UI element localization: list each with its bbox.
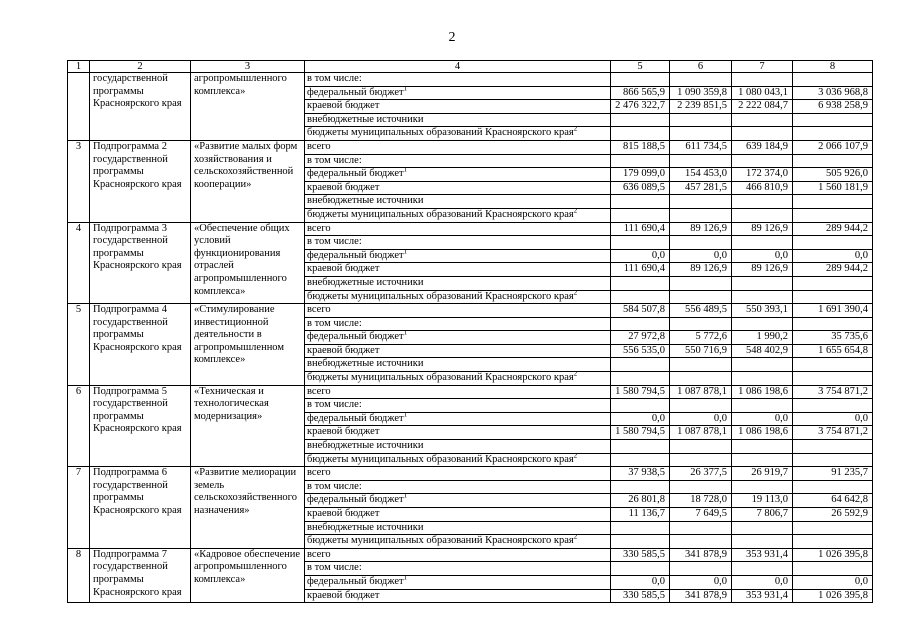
amount-cell xyxy=(670,73,732,87)
funding-source xyxy=(305,317,611,331)
row-number: 4 xyxy=(68,222,90,304)
program-status: Подпрограмма 6 государственной программы Красноярского края xyxy=(90,467,191,549)
amount-cell: 1 026 395,8 xyxy=(793,548,873,562)
funding-source-label: федеральный бюджет xyxy=(307,494,404,506)
amount-cell: 7 806,7 xyxy=(732,508,793,522)
funding-source-label: в том числе: xyxy=(307,73,362,84)
amount-cell xyxy=(793,358,873,372)
footnote-marker: 1 xyxy=(403,575,408,582)
amount-cell: 111 690,4 xyxy=(611,263,670,277)
amount-cell xyxy=(670,562,732,576)
col-header: 1 xyxy=(68,61,90,73)
amount-cell xyxy=(732,208,793,222)
amount-cell xyxy=(732,358,793,372)
amount-cell: 330 585,5 xyxy=(611,548,670,562)
table-header xyxy=(68,61,873,73)
funding-source-label: краевой бюджет xyxy=(307,181,380,193)
amount-cell: 550 716,9 xyxy=(670,344,732,358)
table-row xyxy=(68,222,873,236)
amount-cell xyxy=(793,195,873,209)
amount-cell xyxy=(732,521,793,535)
table-row xyxy=(68,304,873,318)
amount-cell xyxy=(793,521,873,535)
funding-source xyxy=(305,358,611,372)
amount-cell: 611 734,5 xyxy=(670,140,732,154)
col-header: 4 xyxy=(305,61,611,73)
amount-cell xyxy=(793,562,873,576)
amount-cell: 37 938,5 xyxy=(611,467,670,481)
budget-table xyxy=(67,60,873,603)
amount-cell xyxy=(670,358,732,372)
footnote-marker: 1 xyxy=(403,412,408,419)
amount-cell: 353 931,4 xyxy=(732,548,793,562)
amount-cell: 1 691 390,4 xyxy=(793,304,873,318)
funding-source-label: в том числе: xyxy=(307,236,362,248)
funding-source xyxy=(305,480,611,494)
footnote-marker: 1 xyxy=(403,493,408,500)
funding-source-label: краевой бюджет xyxy=(307,426,380,438)
funding-source xyxy=(305,575,611,589)
col-header: 6 xyxy=(670,61,732,73)
row-number: 7 xyxy=(68,467,90,549)
funding-source xyxy=(305,290,611,304)
funding-source-label: федеральный бюджет xyxy=(307,249,404,261)
amount-cell: 289 944,2 xyxy=(793,222,873,236)
funding-source xyxy=(305,276,611,290)
amount-cell: 89 126,9 xyxy=(732,222,793,236)
funding-source xyxy=(305,304,611,318)
footnote-marker: 1 xyxy=(403,330,408,337)
amount-cell: 11 136,7 xyxy=(611,508,670,522)
footnote-marker: 2 xyxy=(573,534,578,541)
funding-source-label: в том числе: xyxy=(307,154,362,166)
col-header: 7 xyxy=(732,61,793,73)
amount-cell: 548 402,9 xyxy=(732,344,793,358)
amount-cell: 3 754 871,2 xyxy=(793,426,873,440)
funding-source-label: федеральный бюджет xyxy=(307,168,404,180)
funding-source-label: внебюджетные источники xyxy=(307,440,424,452)
amount-cell: 1 580 794,5 xyxy=(611,385,670,399)
program-name: «Обеспечение общих условий функционирования отраслей агропромышленного комплекса» xyxy=(191,222,305,304)
funding-source xyxy=(305,548,611,562)
amount-cell xyxy=(670,195,732,209)
funding-source xyxy=(305,589,611,603)
amount-cell: 18 728,0 xyxy=(670,494,732,508)
amount-cell: 1 087 878,1 xyxy=(670,426,732,440)
amount-cell xyxy=(732,453,793,467)
funding-source-label: всего xyxy=(307,140,331,152)
amount-cell: 0,0 xyxy=(670,249,732,263)
program-status: Подпрограмма 2 государственной программы Красноярского края xyxy=(90,140,191,222)
amount-cell: 0,0 xyxy=(732,249,793,263)
amount-cell xyxy=(611,317,670,331)
funding-source-label: в том числе: xyxy=(307,480,362,492)
funding-source-label: всего xyxy=(307,467,331,479)
funding-source-label: краевой бюджет xyxy=(307,344,380,356)
amount-cell xyxy=(793,480,873,494)
amount-cell xyxy=(611,113,670,127)
amount-cell xyxy=(611,276,670,290)
amount-cell: 3 036 968,8 xyxy=(793,86,873,100)
col-header: 2 xyxy=(90,61,191,73)
amount-cell xyxy=(732,372,793,386)
funding-source-label: краевой бюджет xyxy=(307,263,380,275)
col-header: 5 xyxy=(611,61,670,73)
amount-cell: 1 080 043,1 xyxy=(732,86,793,100)
amount-cell: 2 222 084,7 xyxy=(732,100,793,114)
amount-cell: 1 580 794,5 xyxy=(611,426,670,440)
amount-cell: 505 926,0 xyxy=(793,168,873,182)
amount-cell: 341 878,9 xyxy=(670,589,732,603)
amount-cell xyxy=(611,127,670,141)
amount-cell: 1 655 654,8 xyxy=(793,344,873,358)
program-name: «Стимулирование инвестиционной деятельности в агропромышленном комплексе» xyxy=(191,304,305,386)
amount-cell: 1 560 181,9 xyxy=(793,181,873,195)
col-header: 3 xyxy=(191,61,305,73)
funding-source-label: в том числе: xyxy=(307,317,362,329)
funding-source-label: федеральный бюджет xyxy=(307,575,404,587)
amount-cell: 289 944,2 xyxy=(793,263,873,277)
amount-cell xyxy=(732,562,793,576)
amount-cell: 26 592,9 xyxy=(793,508,873,522)
amount-cell xyxy=(670,399,732,413)
funding-source-label: федеральный бюджет xyxy=(307,331,404,343)
amount-cell: 815 188,5 xyxy=(611,140,670,154)
funding-source-label: федеральный бюджет xyxy=(307,412,404,424)
funding-source xyxy=(305,208,611,222)
amount-cell xyxy=(611,290,670,304)
funding-source xyxy=(305,331,611,345)
amount-cell: 27 972,8 xyxy=(611,331,670,345)
amount-cell xyxy=(670,372,732,386)
amount-cell: 866 565,9 xyxy=(611,86,670,100)
amount-cell: 1 090 359,8 xyxy=(670,86,732,100)
amount-cell xyxy=(670,453,732,467)
page-number: 2 xyxy=(448,30,456,45)
amount-cell: 0,0 xyxy=(670,575,732,589)
funding-source xyxy=(305,222,611,236)
funding-source-label: краевой бюджет xyxy=(307,589,380,601)
amount-cell: 1 087 878,1 xyxy=(670,385,732,399)
amount-cell: 0,0 xyxy=(732,575,793,589)
amount-cell: 0,0 xyxy=(611,249,670,263)
amount-cell: 91 235,7 xyxy=(793,467,873,481)
funding-source xyxy=(305,236,611,250)
amount-cell xyxy=(732,154,793,168)
amount-cell: 6 938 258,9 xyxy=(793,100,873,114)
funding-source xyxy=(305,385,611,399)
funding-source-label: внебюджетные источники xyxy=(307,521,424,533)
footnote-marker: 2 xyxy=(573,290,578,296)
funding-source xyxy=(305,494,611,508)
funding-source-label: бюджеты муниципальных образований Красноярского края xyxy=(307,208,574,220)
col-header: 8 xyxy=(793,61,873,73)
amount-cell xyxy=(611,358,670,372)
funding-source-label: всего xyxy=(307,304,331,316)
amount-cell: 89 126,9 xyxy=(670,222,732,236)
amount-cell xyxy=(732,73,793,87)
amount-cell xyxy=(793,440,873,454)
table-row xyxy=(68,548,873,562)
amount-cell xyxy=(611,73,670,87)
amount-cell xyxy=(793,208,873,222)
funding-source xyxy=(305,344,611,358)
table-row xyxy=(68,140,873,154)
amount-cell xyxy=(732,290,793,304)
funding-source xyxy=(305,440,611,454)
amount-cell xyxy=(793,154,873,168)
amount-cell: 2 239 851,5 xyxy=(670,100,732,114)
funding-source xyxy=(305,467,611,481)
funding-source xyxy=(305,426,611,440)
funding-source-label: бюджеты муниципальных образований Красноярского края xyxy=(307,453,574,465)
row-number xyxy=(68,73,90,141)
funding-source xyxy=(305,127,611,141)
funding-source xyxy=(305,412,611,426)
amount-cell xyxy=(732,399,793,413)
footnote-marker: 1 xyxy=(403,86,408,93)
amount-cell xyxy=(611,372,670,386)
footnote-marker: 1 xyxy=(403,167,408,174)
amount-cell xyxy=(732,236,793,250)
amount-cell: 0,0 xyxy=(732,412,793,426)
amount-cell xyxy=(611,440,670,454)
amount-cell xyxy=(611,521,670,535)
funding-source-label: краевой бюджет xyxy=(307,508,380,519)
table-body xyxy=(68,73,873,603)
program-status: Подпрограмма 5 государственной программы Красноярского края xyxy=(90,385,191,467)
amount-cell xyxy=(670,127,732,141)
footnote-marker: 2 xyxy=(573,208,578,215)
amount-cell: 5 772,6 xyxy=(670,331,732,345)
row-number: 5 xyxy=(68,304,90,386)
amount-cell xyxy=(732,113,793,127)
funding-source xyxy=(305,562,611,576)
funding-source xyxy=(305,195,611,209)
funding-source xyxy=(305,168,611,182)
amount-cell xyxy=(793,276,873,290)
funding-source-label: всего xyxy=(307,548,331,560)
funding-source-label: всего xyxy=(307,222,331,234)
table-row xyxy=(68,467,873,481)
amount-cell: 154 453,0 xyxy=(670,168,732,182)
header-row xyxy=(68,61,873,73)
program-name: агропромышленного комплекса» xyxy=(191,73,305,141)
amount-cell xyxy=(670,521,732,535)
amount-cell xyxy=(611,195,670,209)
amount-cell xyxy=(670,317,732,331)
funding-source xyxy=(305,372,611,386)
amount-cell: 457 281,5 xyxy=(670,181,732,195)
funding-source-label: федеральный бюджет xyxy=(307,86,404,98)
amount-cell xyxy=(670,480,732,494)
amount-cell: 556 489,5 xyxy=(670,304,732,318)
amount-cell: 0,0 xyxy=(611,575,670,589)
amount-cell: 341 878,9 xyxy=(670,548,732,562)
program-name: «Техническая и технологическая модернизация» xyxy=(191,385,305,467)
table-row xyxy=(68,385,873,399)
funding-source-label: внебюджетные источники xyxy=(307,113,424,125)
amount-cell xyxy=(793,535,873,549)
amount-cell: 89 126,9 xyxy=(670,263,732,277)
funding-source xyxy=(305,508,611,522)
amount-cell xyxy=(670,290,732,304)
amount-cell: 639 184,9 xyxy=(732,140,793,154)
amount-cell: 0,0 xyxy=(793,412,873,426)
amount-cell: 2 476 322,7 xyxy=(611,100,670,114)
funding-source xyxy=(305,521,611,535)
funding-source-label: краевой бюджет xyxy=(307,100,380,112)
funding-source xyxy=(305,181,611,195)
amount-cell: 353 931,4 xyxy=(732,589,793,603)
amount-cell xyxy=(611,208,670,222)
amount-cell xyxy=(793,236,873,250)
funding-source-label: бюджеты муниципальных образований Красноярского края xyxy=(307,372,574,384)
amount-cell: 636 089,5 xyxy=(611,181,670,195)
amount-cell xyxy=(732,480,793,494)
program-status: Подпрограмма 4 государственной программы Красноярского края xyxy=(90,304,191,386)
amount-cell xyxy=(732,195,793,209)
amount-cell xyxy=(670,113,732,127)
funding-source xyxy=(305,73,611,87)
program-status: Подпрограмма 3 государственной программы Красноярского края xyxy=(90,222,191,304)
funding-source-label: внебюджетные источники xyxy=(307,195,424,207)
amount-cell: 179 099,0 xyxy=(611,168,670,182)
amount-cell xyxy=(611,399,670,413)
amount-cell xyxy=(793,317,873,331)
funding-source xyxy=(305,249,611,263)
amount-cell xyxy=(670,276,732,290)
funding-source-label: всего xyxy=(307,385,331,397)
amount-cell: 0,0 xyxy=(793,575,873,589)
amount-cell: 3 754 871,2 xyxy=(793,385,873,399)
funding-source-label: бюджеты муниципальных образований Красноярского края xyxy=(307,535,574,547)
funding-source xyxy=(305,140,611,154)
amount-cell: 172 374,0 xyxy=(732,168,793,182)
amount-cell: 35 735,6 xyxy=(793,331,873,345)
amount-cell: 0,0 xyxy=(611,412,670,426)
amount-cell xyxy=(793,290,873,304)
amount-cell: 89 126,9 xyxy=(732,263,793,277)
funding-source-label: в том числе: xyxy=(307,562,362,574)
amount-cell xyxy=(793,453,873,467)
amount-cell: 0,0 xyxy=(670,412,732,426)
amount-cell xyxy=(732,440,793,454)
amount-cell: 26 919,7 xyxy=(732,467,793,481)
amount-cell xyxy=(670,208,732,222)
amount-cell xyxy=(793,372,873,386)
amount-cell: 1 990,2 xyxy=(732,331,793,345)
amount-cell xyxy=(793,113,873,127)
funding-source-label: в том числе: xyxy=(307,399,362,411)
amount-cell: 584 507,8 xyxy=(611,304,670,318)
amount-cell xyxy=(670,535,732,549)
amount-cell xyxy=(611,154,670,168)
funding-source-label: внебюджетные источники xyxy=(307,358,424,370)
amount-cell: 550 393,1 xyxy=(732,304,793,318)
footnote-marker: 2 xyxy=(573,453,578,460)
amount-cell xyxy=(611,562,670,576)
funding-source xyxy=(305,100,611,114)
amount-cell: 64 642,8 xyxy=(793,494,873,508)
program-status: государственной программы Красноярского края xyxy=(90,73,191,141)
amount-cell xyxy=(732,276,793,290)
amount-cell xyxy=(732,535,793,549)
row-number: 3 xyxy=(68,140,90,222)
funding-source xyxy=(305,154,611,168)
amount-cell xyxy=(670,236,732,250)
funding-source-label: бюджеты муниципальных образований Красноярского края xyxy=(307,290,574,302)
footnote-marker: 1 xyxy=(403,249,408,256)
program-name: «Кадровое обеспечение агропромышленного комплекса» xyxy=(191,548,305,602)
funding-source xyxy=(305,113,611,127)
row-number: 6 xyxy=(68,385,90,467)
amount-cell: 7 649,5 xyxy=(670,508,732,522)
amount-cell xyxy=(670,440,732,454)
amount-cell: 2 066 107,9 xyxy=(793,140,873,154)
program-name: «Развитие малых форм хозяйствования и сельскохозяйственной кооперации» xyxy=(191,140,305,222)
amount-cell: 111 690,4 xyxy=(611,222,670,236)
amount-cell: 1 026 395,8 xyxy=(793,589,873,603)
amount-cell xyxy=(793,399,873,413)
table-row xyxy=(68,73,873,87)
amount-cell xyxy=(793,127,873,141)
amount-cell xyxy=(732,317,793,331)
funding-source xyxy=(305,453,611,467)
amount-cell xyxy=(611,535,670,549)
funding-source-label: бюджеты муниципальных образований Красноярского края xyxy=(307,127,574,139)
funding-source-label: внебюджетные источники xyxy=(307,276,424,288)
funding-source xyxy=(305,535,611,549)
amount-cell: 26 801,8 xyxy=(611,494,670,508)
funding-source xyxy=(305,86,611,100)
funding-source xyxy=(305,399,611,413)
amount-cell xyxy=(732,127,793,141)
footnote-marker: 2 xyxy=(573,371,578,378)
amount-cell: 556 535,0 xyxy=(611,344,670,358)
amount-cell xyxy=(793,73,873,87)
amount-cell: 466 810,9 xyxy=(732,181,793,195)
amount-cell: 1 086 198,6 xyxy=(732,385,793,399)
amount-cell xyxy=(611,453,670,467)
row-number: 8 xyxy=(68,548,90,602)
amount-cell: 26 377,5 xyxy=(670,467,732,481)
amount-cell: 19 113,0 xyxy=(732,494,793,508)
amount-cell xyxy=(670,154,732,168)
amount-cell: 330 585,5 xyxy=(611,589,670,603)
amount-cell: 1 086 198,6 xyxy=(732,426,793,440)
funding-source xyxy=(305,263,611,277)
amount-cell: 0,0 xyxy=(793,249,873,263)
footnote-marker: 2 xyxy=(573,126,578,133)
program-status: Подпрограмма 7 государственной программы Красноярского края xyxy=(90,548,191,602)
program-name: «Развитие мелиорации земель сельскохозяйственного назначения» xyxy=(191,467,305,549)
amount-cell xyxy=(611,236,670,250)
amount-cell xyxy=(611,480,670,494)
